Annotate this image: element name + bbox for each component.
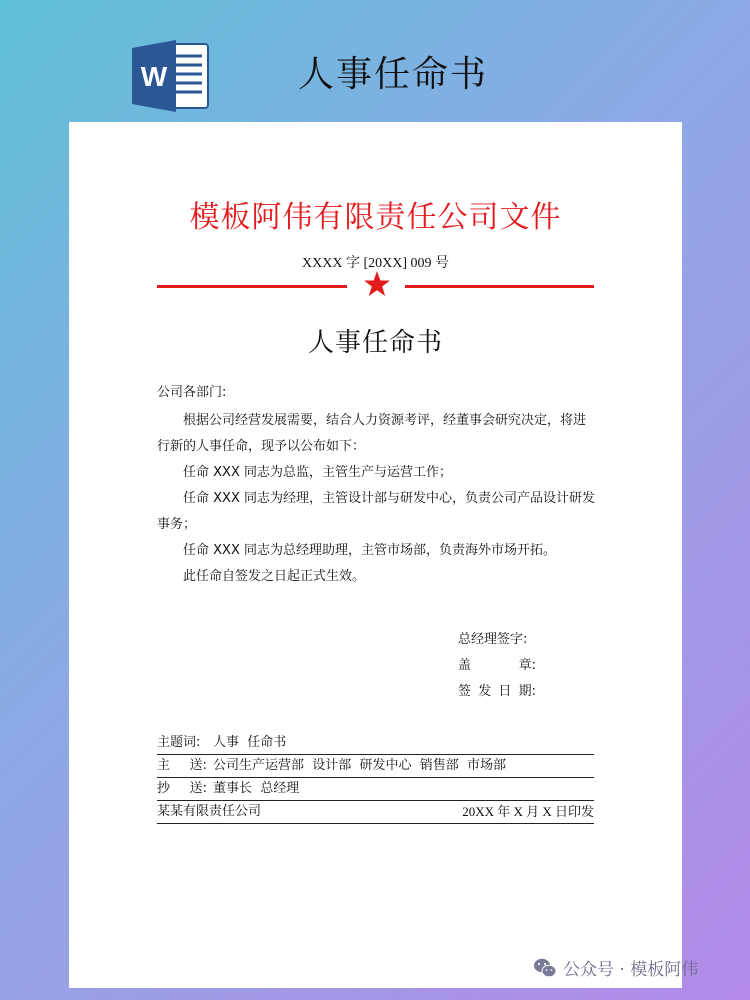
date-label-char: 日 [498,684,512,699]
cc-value: 董事长 总经理 [213,781,300,796]
cc-label [157,778,207,800]
subject-value: 人事 任命书 [213,735,287,750]
watermark-text: 公众号 · 模板阿伟 [563,960,699,980]
seal-label [458,653,536,679]
paragraph: 此任命自签发之日起正式生效。 [183,569,366,584]
manager-signature-label: 总经理签字: [458,632,528,647]
seal-row [458,653,536,679]
wechat-icon [533,957,557,979]
org-title: 模板阿伟有限责任公司文件 [189,200,562,235]
document-title: 人事任命书 [307,328,443,358]
send-to-value: 公司生产运营部 设计部 研发中心 销售部 市场部 [213,758,507,773]
issuer-name: 某某有限责任公司 [157,804,262,819]
body-paragraphs [157,408,597,590]
page-title: 人事任命书 [298,54,489,95]
manager-signature-row [458,627,536,653]
seal-label-char: 盖 [458,658,472,673]
separator-line-left [157,285,347,288]
issue-date-row [458,679,536,705]
cc-label-char: 送: [189,781,207,796]
cc-row [157,778,594,801]
seal-label-char: 章: [518,658,536,673]
signature-block [458,627,536,705]
date-label-char: 期: [518,684,536,699]
paragraph: 根据公司经营发展需要，结合人力资源考评，经董事会研究决定，将进行新的人事任命，现予以公布如下： [157,413,587,454]
issuer-row [157,801,594,824]
word-icon [130,38,210,114]
send-to-label-char: 送: [189,758,207,773]
svg-text:W: W [140,61,168,92]
separator-line-right [405,285,594,288]
document-page [69,122,682,988]
issue-date: 20XX 年 X 月 X 日印发 [462,804,594,819]
salutation: 公司各部门: [157,385,227,400]
date-label-char: 签 [458,684,472,699]
send-to-label [157,755,207,777]
footer-table [157,732,594,824]
watermark [533,955,698,980]
issue-date-label [458,679,536,705]
subject-row [157,732,594,755]
paragraph: 任命 XXX 同志为经理，主管设计部与研发中心，负责公司产品设计研发事务； [157,491,595,532]
cc-label-char: 抄 [157,781,171,796]
paragraph: 任命 XXX 同志为总经理助理，主管市场部，负责海外市场开拓。 [183,543,556,558]
paragraph: 任命 XXX 同志为总监，主管生产与运营工作； [183,465,452,480]
date-label-char: 发 [478,684,492,699]
star-icon [363,270,391,298]
doc-number: XXXX 字 [20XX] 009 号 [302,256,449,271]
send-to-label-char: 主 [157,758,171,773]
subject-label: 主题词: [157,735,201,750]
send-to-row [157,755,594,778]
